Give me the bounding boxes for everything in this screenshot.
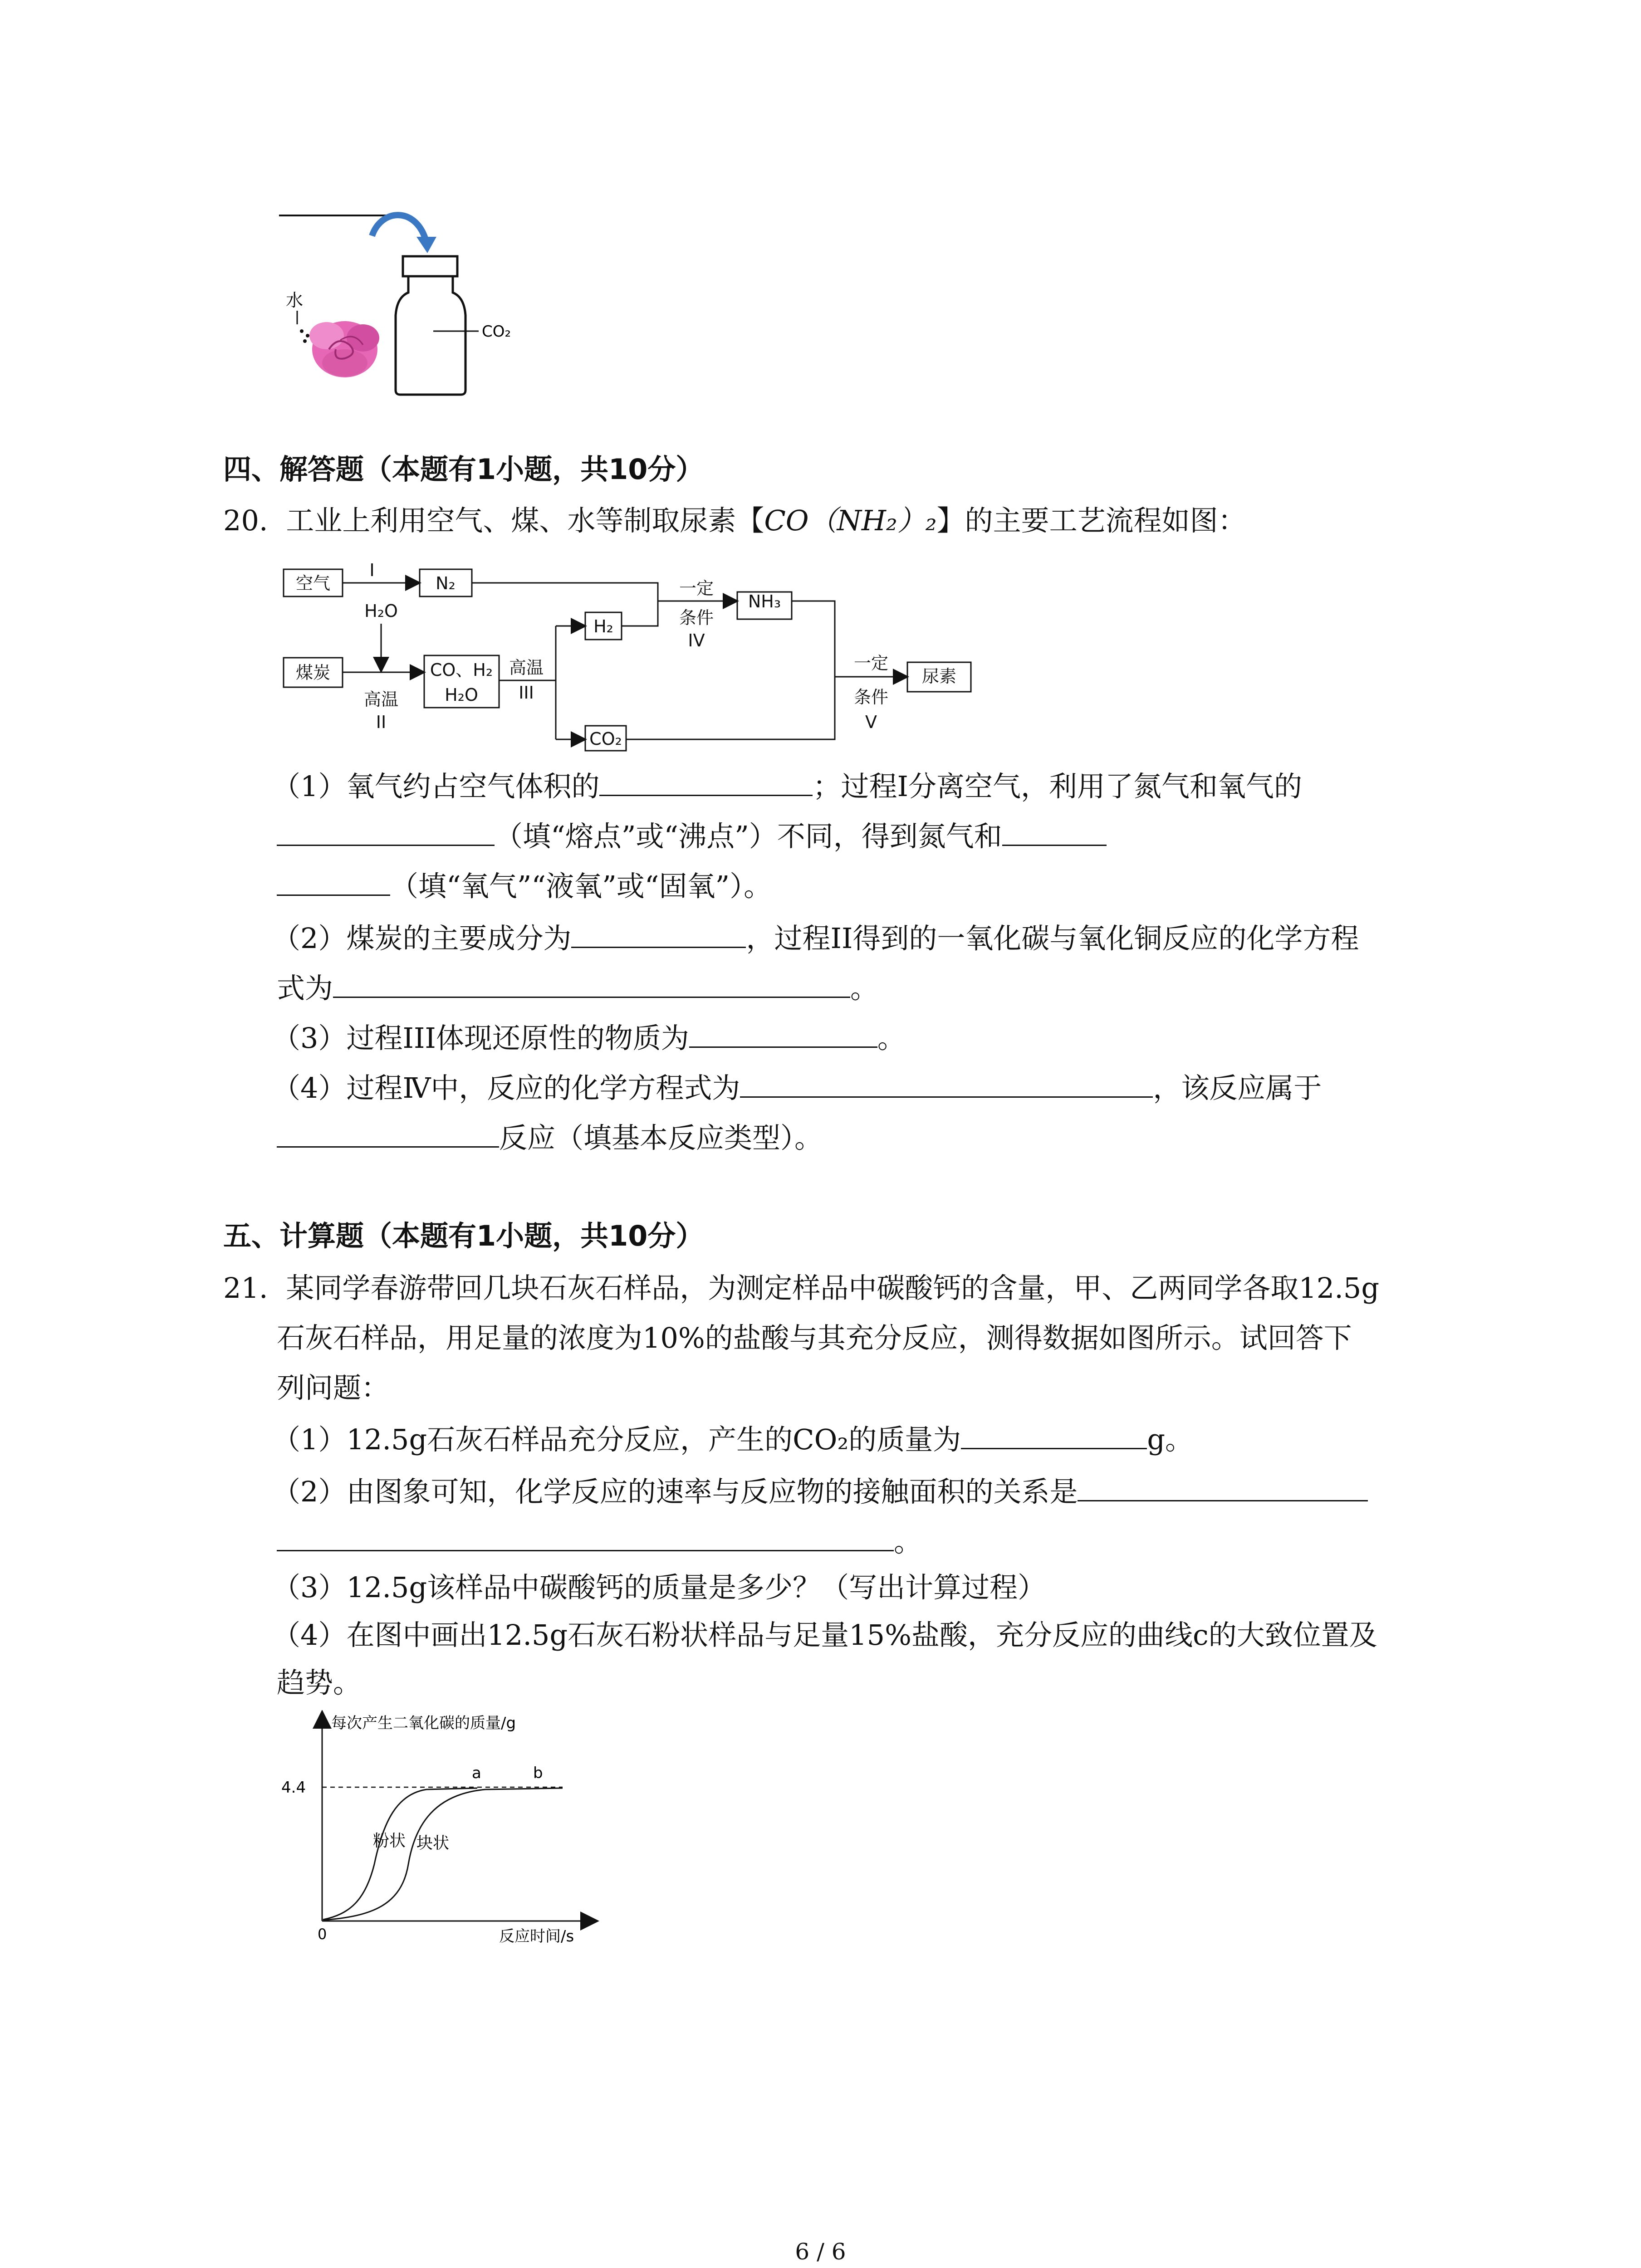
answer-blank[interactable] — [740, 1068, 1153, 1098]
section4-title: 四、解答题（本题有1小题，共10分） — [223, 453, 704, 486]
q20-part1-line2: （填“熔点”或“沸点”）不同，得到氮气和 — [277, 816, 1107, 855]
q20-part2-line2: 式为 。 — [277, 968, 878, 1007]
urea-process-flowchart — [272, 553, 980, 753]
flow-h2: H₂ — [593, 616, 613, 636]
q21-part2-line1: （2）由图象可知，化学反应的速率与反应物的接触面积的关系是 — [272, 1472, 1368, 1510]
q20-part1-line3: （填“氧气”“液氧”或“固氧”）。 — [277, 866, 772, 904]
answer-blank[interactable] — [277, 866, 390, 896]
flow-step5-cond2: 条件 — [853, 687, 889, 707]
q21-line1: 21. 某同学春游带回几块石灰石样品，为测定样品中碳酸钙的含量，甲、乙两同学各取12.5g — [223, 1271, 1380, 1305]
answer-blank[interactable] — [599, 767, 813, 796]
answer-blank[interactable] — [277, 1118, 499, 1148]
flow-step5-cond1: 一定 — [853, 653, 889, 673]
q20-part2-line1: （2）煤炭的主要成分为 ，过程II得到的一氧化碳与氧化铜反应的化学方程 — [272, 919, 1359, 957]
chart-ylabel: 每次产生二氧化碳的质量/g — [331, 1714, 516, 1732]
q20-formula: CO（NH₂）₂ — [764, 504, 937, 537]
q20-stem-pre: 工业上利用空气、煤、水等制取尿素【 — [286, 504, 764, 537]
answer-blank[interactable] — [1002, 816, 1107, 846]
series-lump-end-label: b — [533, 1764, 543, 1782]
flow-urea: 尿素 — [921, 666, 957, 686]
flow-mix-line2: H₂O — [445, 685, 478, 705]
y-tick-4.4: 4.4 — [281, 1779, 306, 1797]
q21-line2: 石灰石样品，用足量的浓度为10%的盐酸与其充分反应，测得数据如图所示。试回答下 — [277, 1321, 1352, 1354]
series-lump-line — [323, 1788, 563, 1920]
q20-part4-line1: （4）过程Ⅳ中，反应的化学方程式为 ，该反应属于 — [272, 1068, 1322, 1106]
flow-step1: I — [369, 560, 375, 580]
flow-step3-cond: 高温 — [509, 658, 544, 678]
co2-mass-chart — [272, 1710, 626, 1946]
flow-step4-cond2: 条件 — [679, 608, 714, 628]
q20-stem — [223, 503, 1246, 539]
series-powder-line — [323, 1788, 477, 1920]
flower-icon — [309, 321, 379, 377]
page-number: 6 / 6 — [795, 2239, 846, 2265]
flow-h2o: H₂O — [364, 601, 398, 621]
chart-xlabel: 反应时间/s — [499, 1927, 574, 1945]
q21-number: 21. — [223, 1271, 268, 1305]
q21-part4-line1: （4）在图中画出12.5g石灰石粉状样品与足量15%盐酸，充分反应的曲线c的大致位置及 — [272, 1618, 1377, 1652]
q21-part4-line2: 趋势。 — [277, 1666, 362, 1699]
flow-mix-line1: CO、H₂ — [430, 660, 493, 680]
q20-part3: （3）过程III体现还原性的物质为 。 — [272, 1018, 906, 1056]
flow-n2: N₂ — [436, 573, 456, 593]
q20-part4-line2: 反应（填基本反应类型）。 — [277, 1118, 823, 1156]
flow-nh3: NH₃ — [748, 591, 781, 611]
q20-stem-post: 】的主要工艺流程如图： — [936, 504, 1246, 537]
flow-co2: CO₂ — [589, 729, 622, 749]
co2-flower-figure — [272, 204, 554, 413]
flow-air: 空气 — [295, 573, 331, 593]
q21-part1: （1）12.5g石灰石样品充分反应，产生的CO₂的质量为 g。 — [272, 1420, 1193, 1458]
q21-part3: （3）12.5g该样品中碳酸钙的质量是多少？（写出计算过程） — [272, 1571, 1046, 1604]
chart-origin: 0 — [318, 1926, 327, 1943]
co2-label: CO₂ — [482, 323, 511, 341]
answer-blank[interactable] — [961, 1420, 1147, 1449]
q20-number: 20. — [223, 504, 268, 537]
flow-step2-cond: 高温 — [363, 689, 399, 709]
q21-line3: 列问题： — [277, 1371, 390, 1404]
flow-step4-cond1: 一定 — [679, 578, 714, 598]
answer-blank[interactable] — [1078, 1472, 1368, 1501]
section5-title: 五、计算题（本题有1小题，共10分） — [223, 1219, 704, 1252]
answer-blank[interactable] — [277, 816, 495, 846]
flow-coal: 煤炭 — [295, 663, 331, 683]
answer-blank[interactable] — [277, 1522, 894, 1551]
answer-blank[interactable] — [333, 968, 850, 998]
answer-blank[interactable] — [689, 1018, 877, 1048]
flow-step2: II — [376, 712, 387, 732]
series-lump-label: 块状 — [416, 1834, 450, 1853]
flow-step4: IV — [688, 631, 705, 650]
series-powder-label: 粉状 — [373, 1832, 406, 1850]
water-label: 水 — [286, 290, 304, 310]
q20-part1-line1: （1）氧气约占空气体积的 ；过程Ⅰ分离空气，利用了氮气和氧气的 — [272, 767, 1302, 805]
series-powder-end-label: a — [472, 1764, 481, 1782]
flow-step5: V — [865, 712, 877, 732]
answer-blank[interactable] — [571, 919, 746, 948]
flow-step3: III — [519, 683, 534, 703]
q21-part2-line2: 。 — [277, 1522, 922, 1560]
